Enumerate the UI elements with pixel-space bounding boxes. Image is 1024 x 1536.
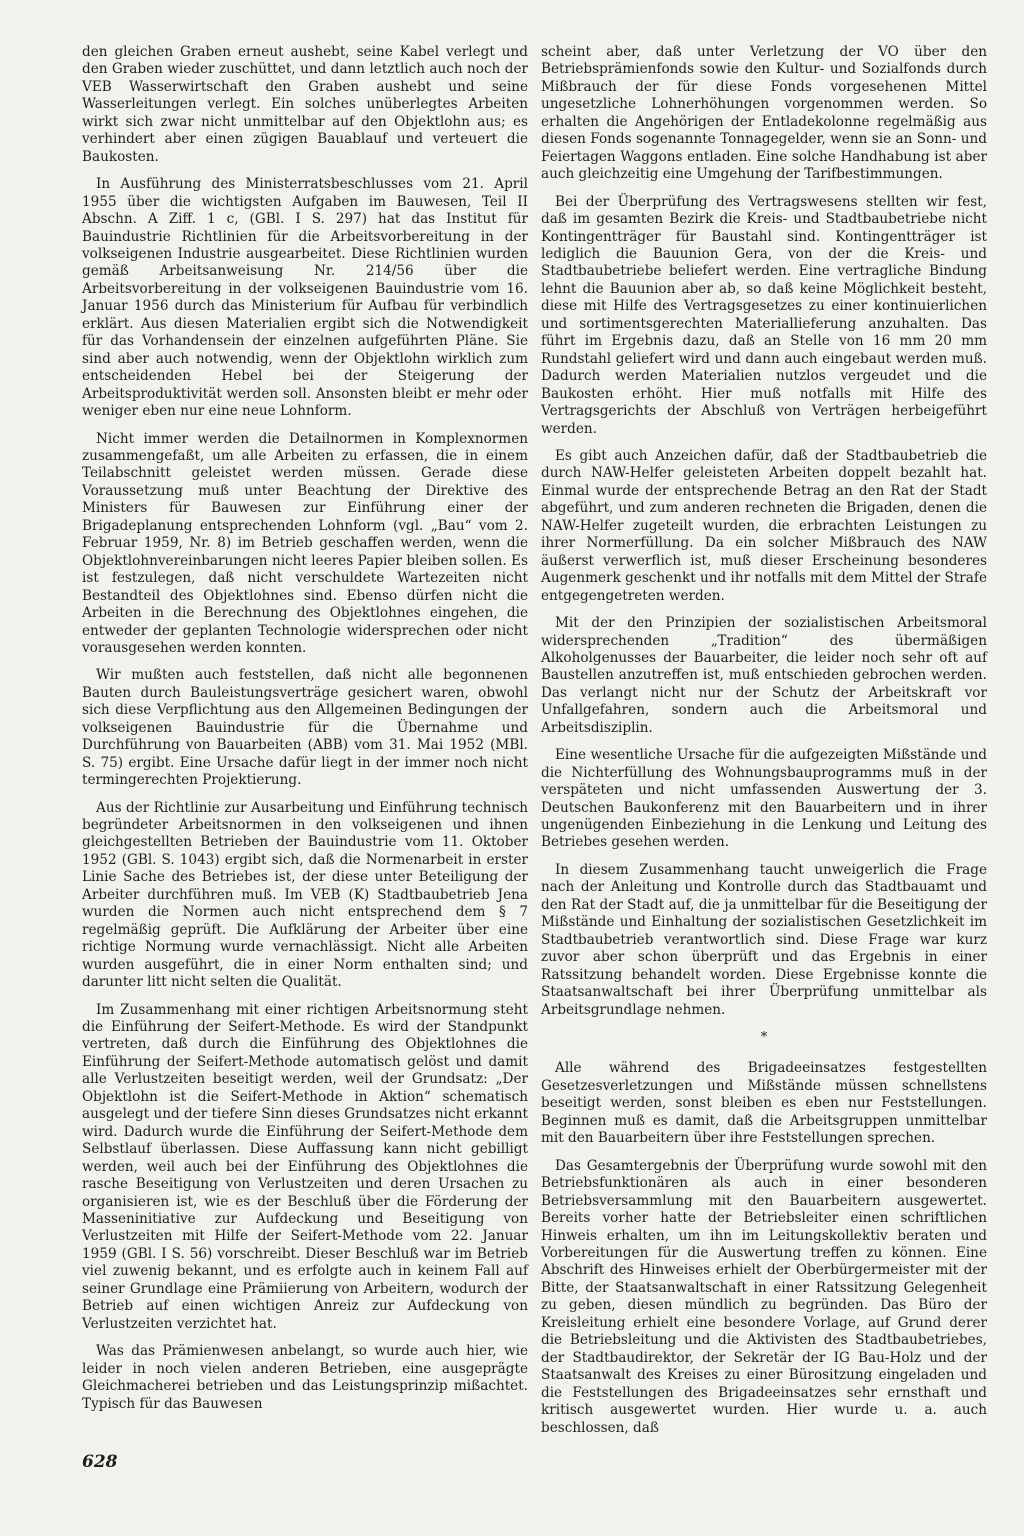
paragraph: In Ausführung des Ministerratsbeschlusses vom 21. April 1955 über die wichtigsten Aufgaben im Bauwesen, Teil II Abschn. A Ziff. 1 c, (GBl. I S. 297) hat das Institut für Bauindustrie Richtlinien für die Arbeitsvorbereitung in der volkseigenen Industrie ausgearbeitet. Diese Richtlinien wurden gemäß Arbeitsanweisung Nr. 214/56 über die Arbeitsvorbereitung in der volkseigenen Bauindustrie vom 16. Januar 1956 durch das Ministerium für Aufbau für verbindlich erklärt. Aus diesen Materialien ergibt sich die Notwendigkeit für das Vorhandensein der einzelnen aufgeführten Pläne. Sie sind aber auch notwendig, wenn der Objektlohn wirklich zum entscheidenden Hebel bei der Steigerung der Arbeitsproduktivität werden soll. Ansonsten bleibt er mehr oder weniger eben nur eine neue Lohnform.: [82, 176, 528, 420]
left-column: [82, 44, 528, 1423]
paragraph: Alle während des Brigadeeinsatzes festgestellten Gesetzesverletzungen und Mißstände müssen schnellstens beseitigt werden, sonst bleiben es eben nur Feststellungen. Beginnen muß es damit, daß die Arbeitsgruppen unmittelbar mit den Bauarbeitern über ihre Feststellungen sprechen.: [541, 1060, 987, 1147]
paragraph: Im Zusammenhang mit einer richtigen Arbeitsnormung steht die Einführung der Seifert-Methode. Es wird der Standpunkt vertreten, daß durch die Einführung des Objektlohnes die Einführung der Seifert-Methode automatisch gelöst und damit alle Verlustzeiten beseitigt werden, weil der Grundsatz: „Der Objektlohn ist die Seifert-Methode in Aktion“ schematisch ausgelegt und der tiefere Sinn dieses Grundsatzes nicht erkannt wird. Dadurch wurde die Einführung der Seifert-Methode dem Selbstlauf überlassen. Diese Auffassung kann nicht gebilligt werden, weil auch bei der Einführung des Objektlohnes die rasche Beseitigung von Verlustzeiten und deren Ursachen zu organisieren ist, wie es der Beschluß über die Förderung der Masseninitiative zur Aufdeckung und Beseitigung von Verlustzeiten mit Hilfe der Seifert-Methode vom 22. Januar 1959 (GBl. I S. 56) vorschreibt. Dieser Beschluß war im Betrieb viel zuwenig bekannt, und es erfolgte auch in keinem Fall auf seiner Grundlage eine Prämiierung von Arbeitern, wodurch der Betrieb auf einen wichtigen Anreiz zur Aufdeckung von Verlustzeiten verzichtet hat.: [82, 1001, 528, 1332]
paragraph: scheint aber, daß unter Verletzung der VO über den Betriebsprämienfonds sowie den Kultur- und Sozialfonds durch Mißbrauch der für diese Fonds vorgesehenen Mittel ungesetzliche Lohnerhöhungen vorgenommen werden. So erhalten die Angehörigen der Entladekolonne regelmäßig aus diesen Fonds sogenannte Tonnagegelder, wenn sie an Sonn- und Feiertagen Waggons entladen. Eine solche Handhabung ist aber auch gleichzeitig eine Umgehung der Tarifbestimmungen.: [541, 44, 987, 183]
paragraph: Was das Prämienwesen anbelangt, so wurde auch hier, wie leider in noch vielen anderen Betrieben, eine ausgeprägte Gleichmacherei betrieben und das Leistungsprinzip mißachtet. Typisch für das Bauwesen: [82, 1343, 528, 1412]
paragraph: Eine wesentliche Ursache für die aufgezeigten Mißstände und die Nichterfüllung des Wohnungsbauprogramms muß in der verspäteten und nicht umfassenden Auswertung der 3. Deutschen Baukonferenz mit den Bauarbeitern und in ihrer ungenügenden Einbeziehung in die Lenkung und Leitung des Betriebes gesehen werden.: [541, 747, 987, 851]
paragraph: Bei der Überprüfung des Vertragswesens stellten wir fest, daß im gesamten Bezirk die Kreis- und Stadtbaubetriebe nicht Kontingentträger für Baustahl sind. Kontingentträger ist lediglich die Bauunion Gera, von der die Kreis- und Stadtbaubetriebe beliefert werden. Eine vertragliche Bindung lehnt die Bauunion aber ab, so daß keine Möglichkeit besteht, diese mit Hilfe des Vertragsgesetzes zu einer kontinuierlichen und sortimentsgerechten Materiallieferung anzuhalten. Das führt im Ergebnis dazu, daß an Stelle von 16 mm 20 mm Rundstahl geliefert wird und dann auch eingebaut werden muß. Dadurch werden Materialien nutzlos vergeudet und die Baukosten erhöht. Hier muß notfalls mit Hilfe des Vertragsgerichts der Abschluß von Verträgen herbeigeführt werden.: [541, 193, 987, 437]
section-separator: *: [760, 1030, 768, 1046]
paragraph: In diesem Zusammenhang taucht unweigerlich die Frage nach der Anleitung und Kontrolle durch das Stadtbauamt und den Rat der Stadt auf, die ja unmittelbar für die Beseitigung der Mißstände und Einhaltung der sozialistischen Gesetzlichkeit im Stadtbaubetrieb verantwortlich sind. Diese Frage war kurz zuvor aber schon überprüft und das Ergebnis in einer Ratssitzung behandelt worden. Diese Ergebnisse konnte die Staatsanwaltschaft bei ihrer Überprüfung unmittelbar als Arbeitsgrundlage nehmen.: [541, 861, 987, 1018]
paragraph: Es gibt auch Anzeichen dafür, daß der Stadtbaubetrieb die durch NAW-Helfer geleisteten Arbeiten doppelt bezahlt hat. Einmal wurde der entsprechende Betrag an den Rat der Stadt abgeführt, und zum anderen rechneten die Brigaden, denen die NAW-Helfer zugeteilt wurden, die erbrachten Leistungen zu ihrer Normerfüllung. Da ein solcher Mißbrauch des NAW äußerst verwerflich ist, muß dieser Erscheinung besonderes Augenmerk geschenkt und ihr notfalls mit dem Mittel der Strafe entgegengetreten werden.: [541, 447, 987, 604]
page-number: 628: [82, 1452, 118, 1472]
paragraph: Nicht immer werden die Detailnormen in Komplexnormen zusammengefaßt, um alle Arbeiten zu erfassen, die in einem Teilabschnitt geleistet werden müssen. Gerade diese Voraussetzung muß unter Beachtung der Direktive des Ministers für Bauwesen zur Einführung einer der Brigadeplanung entsprechenden Lohnform (vgl. „Bau“ vom 2. Februar 1959, Nr. 8) im Betrieb geschaffen werden, wenn die Objektlohnvereinbarungen nicht leeres Papier bleiben sollen. Es ist festzulegen, daß nicht verschuldete Wartezeiten nicht Bestandteil des Objektlohnes sind. Ebenso dürfen nicht die Arbeiten in die Berechnung des Objektlohnes eingehen, die entweder der geplanten Technologie widersprechen oder nicht vorausgesehen werden konnten.: [82, 430, 528, 656]
paragraph: Das Gesamtergebnis der Überprüfung wurde sowohl mit den Betriebsfunktionären als auch in einer besonderen Betriebsversammlung mit den Bauarbeitern ausgewertet. Bereits vorher hatte der Betriebsleiter einen schriftlichen Hinweis erhalten, um ihn im Leitungskollektiv beraten und Vorbereitungen für die Auswertung treffen zu können. Eine Abschrift des Hinweises erhielt der Oberbürgermeister mit der Bitte, der Staatsanwaltschaft in einer Ratssitzung Gelegenheit zu geben, diesen mündlich zu begründen. Das Büro der Kreisleitung erhielt eine besondere Vorlage, auf Grund derer die Betriebsleitung und die Aktivisten des Stadtbaubetriebes, der Stadtbaudirektor, der Sekretär der IG Bau-Holz und der Staatsanwalt des Kreises zu einer Bürositzung eingeladen und die Feststellungen des Brigadeeinsatzes sehr ernsthaft und kritisch ausgewertet wurden. Hier wurde u. a. auch beschlossen, daß: [541, 1157, 987, 1436]
right-column: [541, 44, 987, 1447]
paragraph: Wir mußten auch feststellen, daß nicht alle begonnenen Bauten durch Bauleistungsverträge gesichert waren, obwohl sich diese Verpflichtung aus den Allgemeinen Bedingungen der volkseigenen Bauindustrie für die Übernahme und Durchführung von Bauarbeiten (ABB) vom 31. Mai 1952 (MBl. S. 75) ergibt. Eine Ursache dafür liegt in der immer noch nicht termingerechten Projektierung.: [82, 667, 528, 789]
paragraph: Aus der Richtlinie zur Ausarbeitung und Einführung technisch begründeter Arbeitsnormen in den volkseigenen und ihnen gleichgestellten Betrieben der Bauindustrie vom 11. Oktober 1952 (GBl. S. 1043) ergibt sich, daß die Normenarbeit in erster Linie Sache des Betriebes ist, der diese unter Beteiligung der Arbeiter durchführen muß. Im VEB (K) Stadtbaubetrieb Jena wurden die Normen auch nicht entsprechend dem § 7 regelmäßig geprüft. Die Aufklärung der Arbeiter über eine richtige Normung wurde vernachlässigt. Nicht alle Arbeiten wurden ausgeführt, die in einer Norm enthalten sind; und darunter litt nicht selten die Qualität.: [82, 799, 528, 991]
paragraph: den gleichen Graben erneut aushebt, seine Kabel verlegt und den Graben wieder zuschüttet, und dann letztlich auch noch der VEB Wasserwirtschaft den Graben aushebt und seine Wasserleitungen verlegt. Ein solches unüberlegtes Arbeiten wirkt sich zwar nicht unmittelbar auf den Objektlohn aus; es verhindert aber einen zügigen Bauablauf und verteuert die Baukosten.: [82, 44, 528, 165]
paragraph: Mit der den Prinzipien der sozialistischen Arbeitsmoral widersprechenden „Tradition“ des übermäßigen Alkoholgenusses der Bauarbeiter, die leider noch sehr oft auf Baustellen anzutreffen ist, muß entschieden gebrochen werden. Das verlangt nicht nur der Schutz der Arbeitskraft vor Unfallgefahren, sondern auch die Arbeitsmoral und Arbeitsdisziplin.: [541, 615, 987, 736]
